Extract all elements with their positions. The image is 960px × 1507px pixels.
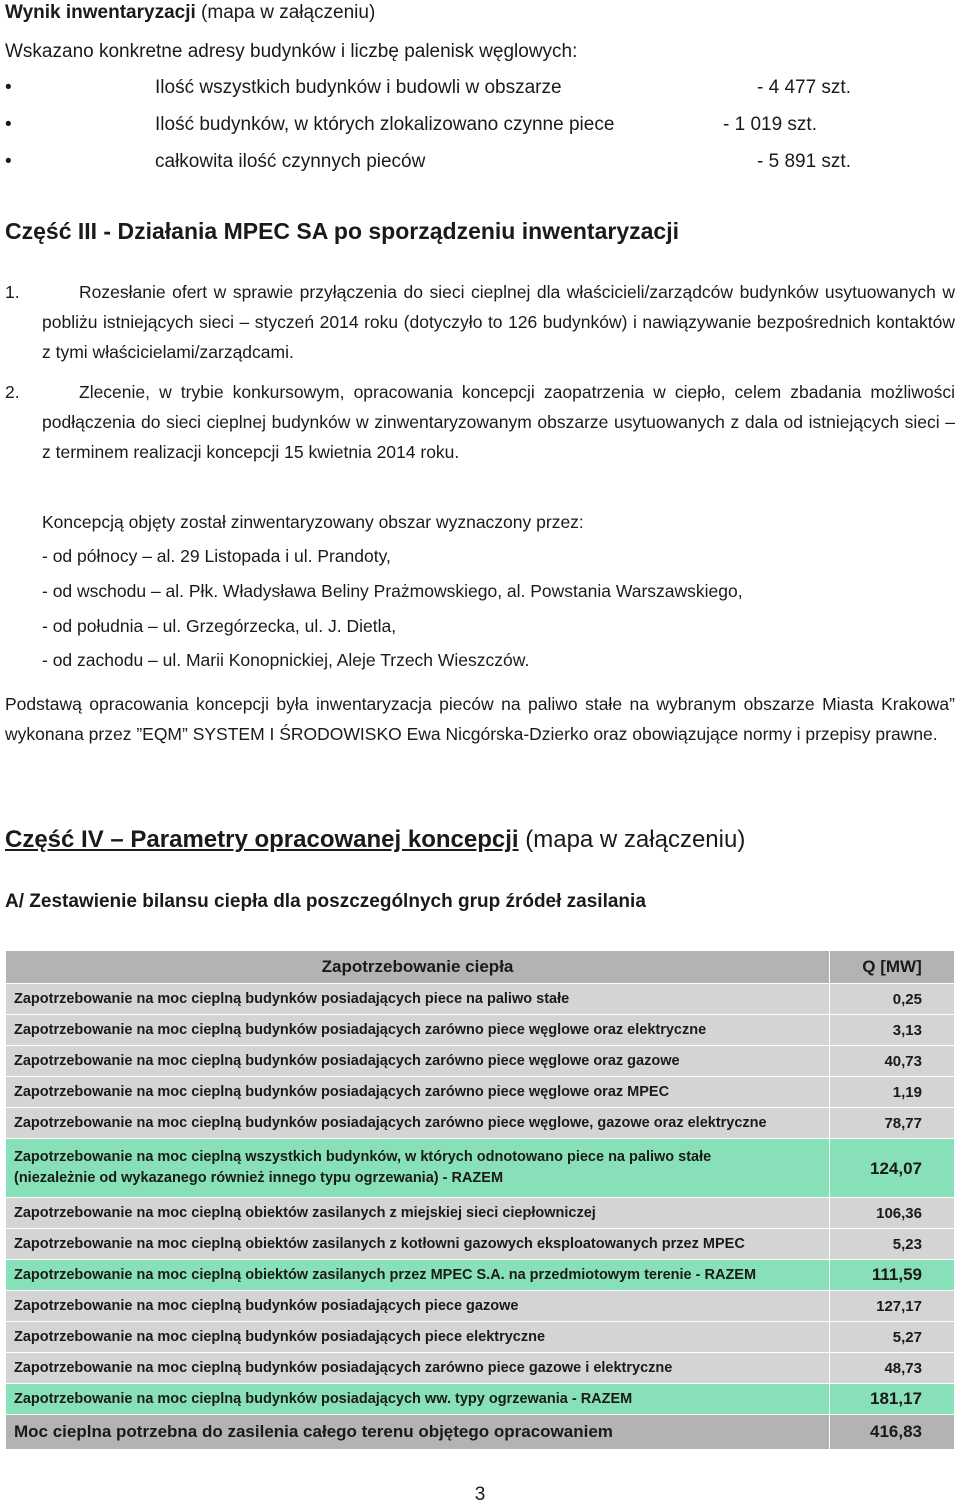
row-label: Zapotrzebowanie na moc cieplną budynków posiadających piece gazowe [6,1291,830,1322]
table-row [6,1015,955,1046]
table-row [6,1353,955,1384]
table-total-row [6,1415,955,1450]
row-value: 1,19 [830,1077,955,1108]
row-label: Zapotrzebowanie na moc cieplną obiektów zasilanych przez MPEC S.A. na przedmiotowym terenie - RAZEM [6,1260,830,1291]
row-label [6,1139,830,1198]
page-number: 3 [474,1484,486,1505]
table-row-subtotal [6,1384,955,1415]
section-a-title: A/ Zestawienie bilansu ciepła dla poszczególnych grup źródeł zasilania [5,891,646,912]
basis-paragraph: Podstawą opracowania koncepcji była inwentaryzacja pieców na paliwo stałe na wybranym obszarze Miasta Krakowa” wykonana przez ”EQM” SYSTEM I ŚRODOWISKO Ewa Nicgórska-Dzierko oraz obowiązujące normy i przepisy prawne. [5,694,955,744]
row-value: 40,73 [830,1046,955,1077]
table-row [6,1046,955,1077]
bullet-value: - 4 477 szt. [757,77,851,98]
item1-number: 1. [5,282,20,302]
table-row [6,984,955,1015]
inventory-heading-bold: Wynik inwentaryzacji [5,2,196,23]
row-value: 5,23 [830,1229,955,1260]
table-row [6,1077,955,1108]
row-label-line1: Zapotrzebowanie na moc cieplną wszystkich budynków, w których odnotowano piece na paliwo stałe [14,1149,712,1165]
table-row [6,1198,955,1229]
row-label-line2: (niezależnie od wykazanego również innego typu ogrzewania) - RAZEM [14,1170,504,1186]
bound-west: - od zachodu – ul. Marii Konopnickiej, Aleje Trzech Wieszczów. [42,650,530,670]
bound-north: - od północy – al. 29 Listopada i ul. Prandoty, [42,546,391,566]
row-label: Zapotrzebowanie na moc cieplną budynków posiadających zarówno piece gazowe i elektryczne [6,1353,830,1384]
part4-title-bold: Część IV – Parametry opracowanej koncepcji [5,826,519,853]
bound-east: - od wschodu – al. Płk. Władysława Beliny Prażmowskiego, al. Powstania Warszawskiego, [42,581,743,601]
row-value: 124,07 [830,1139,955,1198]
item2-text: Zlecenie, w trybie konkursowym, opracowania koncepcji zaopatrzenia w ciepło, celem zbadania możliwości podłączenia do sieci cieplnej budynków w zinwentaryzowanym obszarze usytuowanych z dala od istniejących sieci – z terminem realizacji koncepcji 15 kwietnia 2014 roku. [42,382,955,462]
total-label: Moc cieplna potrzebna do zasilenia całego terenu objętego opracowaniem [6,1415,830,1450]
inventory-heading [5,2,375,24]
row-value: 48,73 [830,1353,955,1384]
row-label: Zapotrzebowanie na moc cieplną budynków posiadających zarówno piece węglowe oraz MPEC [6,1077,830,1108]
table-header-row [6,951,955,984]
bullet-item [0,77,960,103]
row-value: 181,17 [830,1384,955,1415]
inventory-heading-note: (mapa w załączeniu) [195,2,376,23]
part4-title-note: (mapa w załączeniu) [518,826,746,853]
row-label: Zapotrzebowanie na moc cieplną obiektów zasilanych z kotłowni gazowych eksploatowanych przez MPEC [6,1229,830,1260]
bullet-value: - 1 019 szt. [723,114,817,135]
concept-intro: Koncepcją objęty został zinwentaryzowany obszar wyznaczony przez: [42,512,584,532]
table-row [6,1322,955,1353]
bullet-item [0,114,960,140]
total-value: 416,83 [830,1415,955,1450]
table-row-subtotal [6,1139,955,1198]
part4-title [5,826,745,854]
row-value: 0,25 [830,984,955,1015]
row-label: Zapotrzebowanie na moc cieplną budynków posiadających piece elektryczne [6,1322,830,1353]
row-label: Zapotrzebowanie na moc cieplną budynków posiadających zarówno piece węglowe, gazowe oraz elektryczne [6,1108,830,1139]
table-row-subtotal [6,1260,955,1291]
row-label: Zapotrzebowanie na moc cieplną budynków posiadających ww. typy ogrzewania - RAZEM [6,1384,830,1415]
bullet-item [0,151,960,177]
row-value: 127,17 [830,1291,955,1322]
row-label: Zapotrzebowanie na moc cieplną obiektów zasilanych z miejskiej sieci ciepłowniczej [6,1198,830,1229]
row-value: 3,13 [830,1015,955,1046]
heat-balance-table [5,950,955,1450]
part3-title: Część III - Działania MPEC SA po sporządzeniu inwentaryzacji [5,218,679,244]
table-row [6,1291,955,1322]
row-label: Zapotrzebowanie na moc cieplną budynków posiadających zarówno piece węglowe oraz gazowe [6,1046,830,1077]
bullet-dot: • [5,114,12,135]
bullet-label: Ilość budynków, w których zlokalizowano czynne piece [155,114,615,135]
table-row [6,1229,955,1260]
row-value: 106,36 [830,1198,955,1229]
bullet-label: całkowita ilość czynnych pieców [155,151,426,172]
row-value: 5,27 [830,1322,955,1353]
row-value: 78,77 [830,1108,955,1139]
item2-number: 2. [5,382,20,402]
row-label: Zapotrzebowanie na moc cieplną budynków posiadających piece na paliwo stałe [6,984,830,1015]
table-row [6,1108,955,1139]
row-label: Zapotrzebowanie na moc cieplną budynków posiadających zarówno piece węglowe oraz elektryczne [6,1015,830,1046]
table-header-label: Zapotrzebowanie ciepła [6,951,830,984]
bound-south: - od południa – ul. Grzegórzecka, ul. J. Dietla, [42,616,397,636]
bullet-dot: • [5,151,12,172]
item1-text: Rozesłanie ofert w sprawie przyłączenia do sieci cieplnej dla właścicieli/zarządców budynków usytuowanych w pobliżu istniejących sieci – styczeń 2014 roku (dotyczyło to 126 budynków) i nawiązywanie bezpośrednich kontaktów z tymi właścicielami/zarządcami. [42,282,955,362]
row-value: 111,59 [830,1260,955,1291]
intro-text: Wskazano konkretne adresy budynków i liczbę palenisk węglowych: [5,41,578,62]
table-header-value: Q [MW] [830,951,955,984]
bullet-label: Ilość wszystkich budynków i budowli w obszarze [155,77,562,98]
bullet-value: - 5 891 szt. [757,151,851,172]
bullet-dot: • [5,77,12,98]
